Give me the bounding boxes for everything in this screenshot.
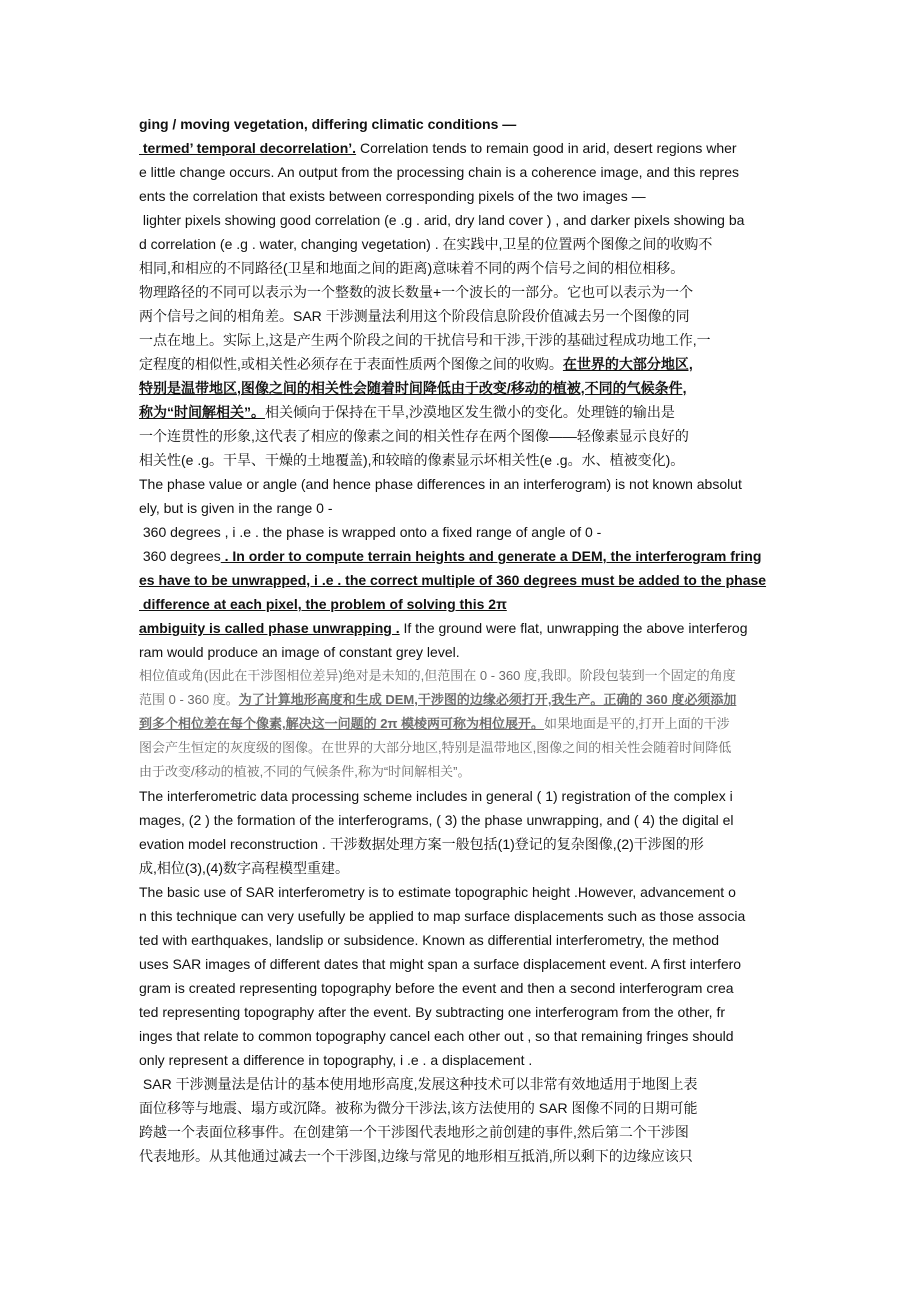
text-line	[139, 832, 781, 856]
text-span: 图会产生恒定的灰度级的图像。在世界的大部分地区,特别是温带地区,图像之间的相关性会随着时间降低	[139, 740, 732, 755]
emphasized-text: 到多个相位差在每个像素,解决这一问题的 2π 模棱两可称为相位展开。	[139, 716, 545, 731]
text-span: 由于改变/移动的植被,不同的气候条件,称为“时间解相关”。	[139, 764, 471, 779]
text-line	[139, 688, 781, 712]
text-line	[139, 1144, 781, 1168]
text-line	[139, 1072, 781, 1096]
text-line	[139, 448, 781, 472]
text-line	[139, 1048, 781, 1072]
text-span: 相关性(e .g。干旱、干燥的土地覆盖),和较暗的像素显示坏相关性(e .g。水、植被变化)。	[139, 452, 685, 468]
text-line	[139, 496, 781, 520]
text-line	[139, 472, 781, 496]
text-span: 360 degrees	[139, 548, 221, 564]
text-line	[139, 1024, 781, 1048]
document-body	[139, 112, 781, 1168]
text-line	[139, 232, 781, 256]
text-line	[139, 784, 781, 808]
text-span: SAR 干涉测量法是估计的基本使用地形高度,发展这种技术可以非常有效地适用于地图上表	[139, 1076, 698, 1092]
text-span: The interferometric data processing scheme includes in general ( 1) registration of the complex i	[139, 788, 733, 804]
text-span: 成,相位(3),(4)数字高程模型重建。	[139, 860, 349, 876]
text-line	[139, 616, 781, 640]
text-span: 如果地面是平的,打开上面的干涉	[544, 716, 730, 731]
text-line	[139, 1000, 781, 1024]
text-line	[139, 736, 781, 760]
text-span: n this technique can very usefully be applied to map surface displacements such as those associa	[139, 908, 746, 924]
text-line	[139, 664, 781, 688]
text-line	[139, 424, 781, 448]
emphasized-text: es have to be unwrapped, i .e . the correct multiple of 360 degrees must be added to the phase	[139, 572, 767, 588]
text-span: evation model reconstruction . 干涉数据处理方案一般包括(1)登记的复杂图像,(2)干涉图的形	[139, 836, 704, 852]
text-line	[139, 976, 781, 1000]
text-line	[139, 400, 781, 424]
text-line	[139, 568, 781, 592]
text-line	[139, 760, 781, 784]
text-line	[139, 880, 781, 904]
text-span: only represent a difference in topography, i .e . a displacement .	[139, 1052, 533, 1068]
text-line	[139, 1096, 781, 1120]
text-line	[139, 904, 781, 928]
emphasized-text: ambiguity is called phase unwrapping .	[139, 620, 400, 636]
text-line	[139, 712, 781, 736]
text-line	[139, 928, 781, 952]
text-line	[139, 592, 781, 616]
emphasized-text: 称为“时间解相关”。	[139, 404, 265, 420]
text-span: gram is created representing topography before the event and then a second interferogram crea	[139, 980, 734, 996]
emphasized-text: difference at each pixel, the problem of solving this 2π	[139, 596, 507, 612]
text-span: 一个连贯性的形象,这代表了相应的像素之间的相关性存在两个图像——轻像素显示良好的	[139, 428, 689, 444]
text-line	[139, 952, 781, 976]
text-span: ted representing topography after the event. By subtracting one interferogram from the other, fr	[139, 1004, 725, 1020]
text-span: uses SAR images of different dates that might span a surface displacement event. A first interfero	[139, 956, 742, 972]
text-span: Correlation tends to remain good in arid, desert regions wher	[356, 140, 737, 156]
text-span: e little change occurs. An output from the processing chain is a coherence image, and this repres	[139, 164, 740, 180]
emphasized-text: 为了计算地形高度和生成 DEM,干涉图的边缘必须打开,我生产。正确的 360 度必须添加	[238, 692, 737, 707]
text-span: inges that relate to common topography cancel each other out , so that remaining fringes should	[139, 1028, 734, 1044]
text-span: The phase value or angle (and hence phase differences in an interferogram) is not known absolut	[139, 476, 742, 492]
text-span: The basic use of SAR interferometry is to estimate topographic height .However, advancement o	[139, 884, 736, 900]
text-span: ely, but is given in the range 0 -	[139, 500, 333, 516]
text-line	[139, 112, 781, 136]
text-span: 相关倾向于保持在干旱,沙漠地区发生微小的变化。处理链的输出是	[265, 404, 675, 420]
text-line	[139, 352, 781, 376]
text-span: 360 degrees , i .e . the phase is wrapped onto a fixed range of angle of 0 -	[139, 524, 602, 540]
text-span: 跨越一个表面位移事件。在创建第一个干涉图代表地形之前创建的事件,然后第二个干涉图	[139, 1124, 689, 1140]
text-span: 代表地形。从其他通过减去一个干涉图,边缘与常见的地形相互抵消,所以剩下的边缘应该只	[139, 1148, 693, 1164]
text-span: ging / moving vegetation, differing climatic conditions —	[139, 116, 517, 132]
text-line	[139, 544, 781, 568]
text-span: 相同,和相应的不同路径(卫星和地面之间的距离)意味着不同的两个信号之间的相位相移。	[139, 260, 685, 276]
text-line	[139, 520, 781, 544]
emphasized-text: termed’ temporal decorrelation’.	[139, 140, 357, 156]
text-line	[139, 160, 781, 184]
text-span: 定程度的相似性,或相关性必须存在于表面性质两个图像之间的收购。	[139, 356, 563, 372]
text-span: 物理路径的不同可以表示为一个整数的波长数量+一个波长的一部分。它也可以表示为一个	[139, 284, 694, 300]
text-line	[139, 640, 781, 664]
text-span: 两个信号之间的相角差。SAR 干涉测量法利用这个阶段信息阶段价值减去另一个图像的同	[139, 308, 690, 324]
text-span: If the ground were flat, unwrapping the above interferog	[399, 620, 748, 636]
text-span: lighter pixels showing good correlation (e .g . arid, dry land cover ) , and darker pixels showing ba	[139, 212, 745, 228]
text-line	[139, 184, 781, 208]
emphasized-text: . In order to compute terrain heights and generate a DEM, the interferogram fring	[220, 548, 762, 564]
text-line	[139, 280, 781, 304]
text-span: ents the correlation that exists between corresponding pixels of the two images —	[139, 188, 646, 204]
text-span: 一点在地上。实际上,这是产生两个阶段之间的干扰信号和干涉,干涉的基础过程成功地工作,一	[139, 332, 711, 348]
text-span: 范围 0 - 360 度。	[139, 692, 239, 707]
text-line	[139, 136, 781, 160]
text-line	[139, 808, 781, 832]
emphasized-text: 在世界的大部分地区,	[562, 356, 693, 372]
text-line	[139, 376, 781, 400]
text-line	[139, 328, 781, 352]
text-span: 相位值或角(因此在干涉图相位差异)绝对是未知的,但范围在 0 - 360 度,我即。阶段包装到一个固定的角度	[139, 668, 736, 683]
text-line	[139, 304, 781, 328]
text-line	[139, 256, 781, 280]
text-span: mages, (2 ) the formation of the interferograms, ( 3) the phase unwrapping, and ( 4) the digital el	[139, 812, 734, 828]
emphasized-text: 特别是温带地区,图像之间的相关性会随着时间降低由于改变/移动的植被,不同的气候条件,	[139, 380, 687, 396]
text-line	[139, 856, 781, 880]
text-span: ted with earthquakes, landslip or subsidence. Known as differential interferometry, the method	[139, 932, 720, 948]
text-line	[139, 1120, 781, 1144]
text-line	[139, 208, 781, 232]
text-span: 面位移等与地震、塌方或沉降。被称为微分干涉法,该方法使用的 SAR 图像不同的日期可能	[139, 1100, 698, 1116]
text-span: d correlation (e .g . water, changing vegetation) . 在实践中,卫星的位置两个图像之间的收购不	[139, 236, 713, 252]
text-span: ram would produce an image of constant grey level.	[139, 644, 460, 660]
